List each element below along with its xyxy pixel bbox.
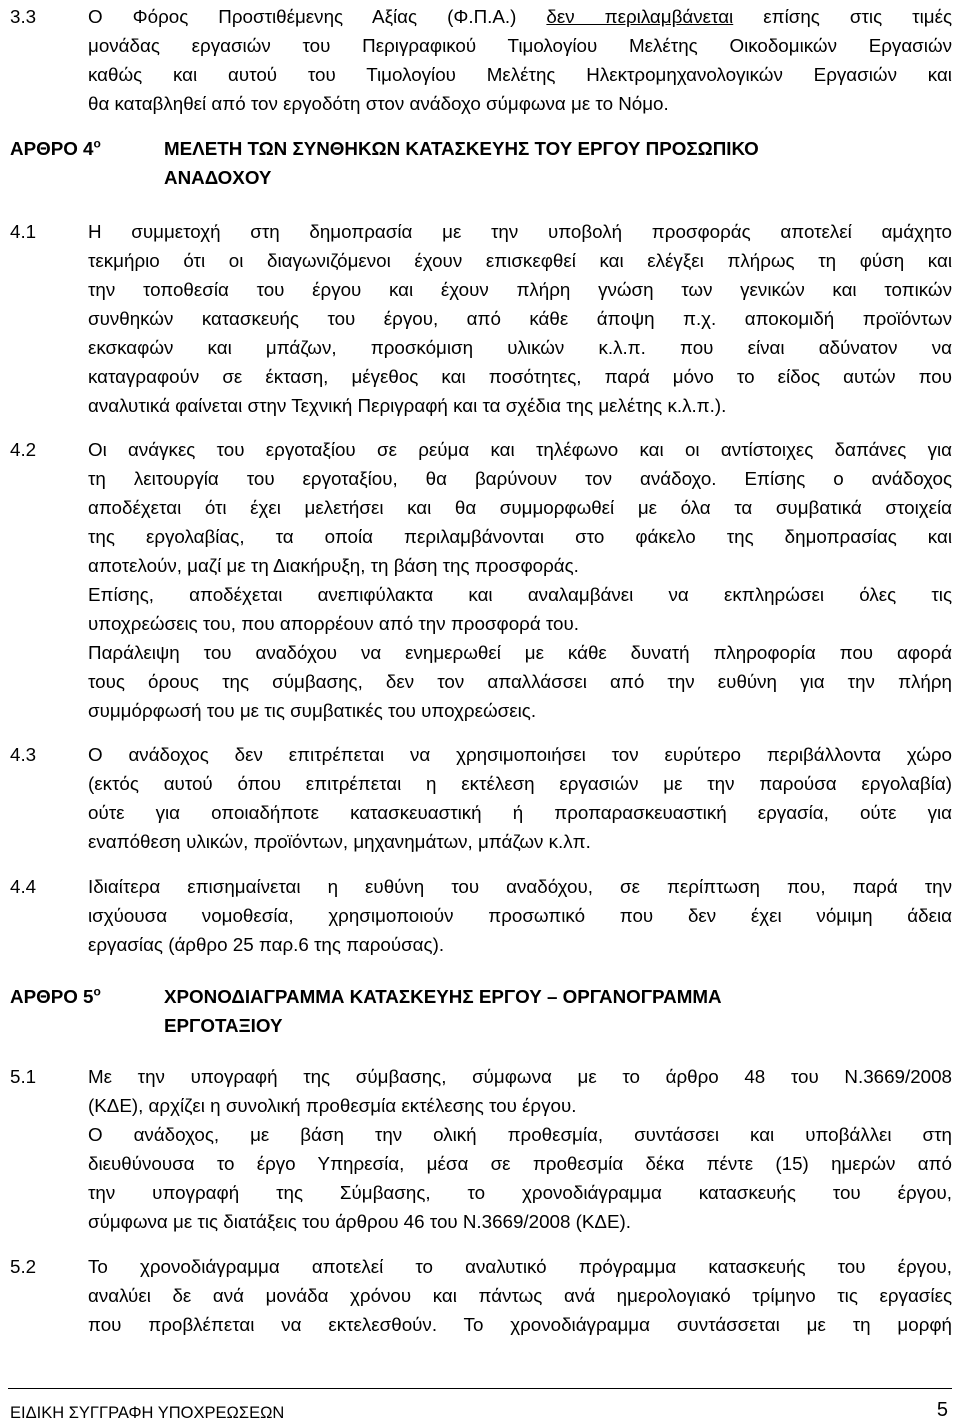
section-number: 4.4 [10, 876, 37, 897]
paragraph-line: Ο ανάδοχος, με βάση την ολική προθεσμία, συντάσσει και υποβάλλει στη [88, 1124, 952, 1145]
article-title: ΜΕΛΕΤΗ ΤΩΝ ΣΥΝΘΗΚΩΝ ΚΑΤΑΣΚΕΥΗΣ ΤΟΥ ΕΡΓΟΥ ΠΡΟΣΩΠΙΚΟ [164, 138, 759, 159]
paragraph-line: Το χρονοδιάγραμμα αποτελεί το αναλυτικό πρόγραμμα κατασκευής του έργου, [88, 1256, 952, 1277]
section-number: 3.3 [10, 6, 37, 27]
paragraph-line: της εργολαβίας, τα οποία περιλαμβάνονται στο φάκελο της δημοπρασίας και [88, 526, 952, 547]
paragraph-line: διευθύνουσα το έργο Υπηρεσία, μέσα σε προθεσμία δέκα πέντε (15) ημερών από [88, 1153, 952, 1174]
paragraph-line: Η συμμετοχή στη δημοπρασία με την υποβολή προσφοράς αποτελεί αμάχητο [88, 221, 952, 242]
paragraph-line: θα καταβληθεί από τον εργοδότη στον ανάδοχο σύμφωνα με το Νόμο. [88, 93, 669, 114]
paragraph-line: Ο ανάδοχος δεν επιτρέπεται να χρησιμοποιήσει τον ευρύτερο περιβάλλοντα χώρο [88, 744, 952, 765]
paragraph-line: την τοποθεσία του έργου και έχουν πλήρη γνώση των γενικών και τοπικών [88, 279, 952, 300]
section-number: 4.2 [10, 439, 37, 460]
paragraph-line: τη λειτουργία του εργοταξίου, θα βαρύνουν τον ανάδοχο. Επίσης ο ανάδοχος [88, 468, 952, 489]
paragraph-line: Οι ανάγκες του εργοταξίου σε ρεύμα και τηλέφωνο και οι αντίστοιχες δαπάνες για [88, 439, 952, 460]
paragraph-line: ισχύουσα νομοθεσία, χρησιμοποιούν προσωπικό που δεν έχει νόμιμη άδεια [88, 905, 952, 926]
article-4-heading [0, 136, 960, 162]
footer-title: ΕΙΔΙΚΗ ΣΥΓΓΡΑΦΗ ΥΠΟΧΡΕΩΣΕΩΝ [10, 1404, 285, 1422]
paragraph-line: εκσκαφών και μπάζων, προσκόμιση υλικών κ.λ.π. που είναι αδύνατον να [88, 337, 952, 358]
paragraph-line: Ιδιαίτερα επισημαίνεται η ευθύνη του αναδόχου, σε περίπτωση που, παρά την [88, 876, 952, 897]
paragraph-line: σύμφωνα με τις διατάξεις του άρθρου 46 του Ν.3669/2008 (ΚΔΕ). [88, 1211, 631, 1232]
paragraph-line: ούτε για οποιαδήποτε κατασκευαστική ή προπαρασκευαστική εργασία, ούτε για [88, 802, 952, 823]
paragraph-line: συνθηκών κατασκευής του έργου, από κάθε άποψη π.χ. αποκομιδή προϊόντων [88, 308, 952, 329]
paragraph-line: Επίσης, αποδέχεται ανεπιφύλακτα και αναλαμβάνει να εκπληρώσει όλες τις [88, 584, 952, 605]
paragraph-line: εναπόθεση υλικών, προϊόντων, μηχανημάτων, μπάζων κ.λπ. [88, 831, 591, 852]
paragraph-line: καταγραφούν σε έκταση, μέγεθος και ποσότητες, παρά μόνο το είδος αυτών που [88, 366, 952, 387]
paragraph-line: αναλυτικά φαίνεται στην Τεχνική Περιγραφή και τα σχέδια της μελέτης κ.λ.π.). [88, 395, 727, 416]
paragraph-line: Παράλειψη του αναδόχου να ενημερωθεί με κάθε δυνατή πληροφορία που αφορά [88, 642, 952, 663]
paragraph-line: εργασίας (άρθρο 25 παρ.6 της παρούσας). [88, 934, 445, 955]
paragraph-line: που προβλέπεται να εκτελεσθούν. Το χρονοδιάγραμμα συντάσσεται με τη μορφή [88, 1314, 952, 1335]
paragraph-line: την υπογραφή της Σύμβασης, το χρονοδιάγραμμα κατασκευής του έργου, [88, 1182, 952, 1203]
paragraph-text: Ο Φόρος Προστιθέμενης Αξίας (Φ.Π.Α.) δεν περιλαμβάνεται επίσης στις τιμές [88, 6, 952, 27]
article-label: ΑΡΘΡΟ $5^o$ [10, 984, 101, 1007]
paragraph-line: (εκτός αυτού όπου επιτρέπεται η εκτέλεση εργασιών με την παρούσα εργολαβία) [88, 773, 952, 794]
paragraph-line: τεκμήριο ότι οι διαγωνιζόμενοι έχουν επισκεφθεί και ελέγξει πλήρως τη φύση και [88, 250, 952, 271]
paragraph-line: συμμόρφωσή του με τις συμβατικές του υποχρεώσεις. [88, 700, 537, 721]
section-number: 5.2 [10, 1256, 37, 1277]
section-number: 4.1 [10, 221, 37, 242]
paragraph-line: μονάδας εργασιών του Περιγραφικού Τιμολογίου Μελέτης Οικοδομικών Εργασιών [88, 35, 952, 56]
paragraph-line: (ΚΔΕ), αρχίζει η συνολική προθεσμία εκτέλεσης του έργου. [88, 1095, 577, 1116]
paragraph-line: τους όρους της σύμβασης, δεν τον απαλλάσσει από την ευθύνη για την πλήρη [88, 671, 952, 692]
article-title-cont: ΑΝΑΔΟΧΟΥ [164, 167, 272, 188]
paragraph-line: υποχρεώσεις του, που απορρέουν από την προσφορά του. [88, 613, 579, 634]
paragraph-line: Με την υπογραφή της σύμβασης, σύμφωνα με το άρθρο 48 του Ν.3669/2008 [88, 1066, 952, 1087]
paragraph-line: αποτελούν, μαζί με τη Διακήρυξη, τη βάση της προσφοράς. [88, 555, 579, 576]
section-number: 4.3 [10, 744, 37, 765]
section-number: 5.1 [10, 1066, 37, 1087]
article-5-heading [0, 984, 960, 1010]
article-title: ΧΡΟΝΟΔΙΑΓΡΑΜΜΑ ΚΑΤΑΣΚΕΥΗΣ ΕΡΓΟΥ – ΟΡΓΑΝΟΓΡΑΜΜΑ [164, 986, 722, 1007]
section-3-3-line-1 [0, 4, 960, 30]
footer-divider [8, 1388, 952, 1389]
article-label: ΑΡΘΡΟ $4^o$ [10, 136, 101, 159]
page-number: 5 [936, 1399, 948, 1421]
paragraph-line: αποδέχεται ότι έχει μελετήσει και θα συμμορφωθεί με όλα τα συμβατικά στοιχεία [88, 497, 952, 518]
underlined-phrase: δεν περιλαμβάνεται [546, 6, 734, 27]
paragraph-line: καθώς και αυτού του Τιμολογίου Μελέτης Ηλεκτρομηχανολογικών Εργασιών και [88, 64, 952, 85]
paragraph-line: αναλύει δε ανά μονάδα χρόνου και πάντως ανά ημερολογιακό τρίμηνο τις εργασίες [88, 1285, 952, 1306]
article-title-cont: ΕΡΓΟΤΑΞΙΟΥ [164, 1015, 283, 1036]
